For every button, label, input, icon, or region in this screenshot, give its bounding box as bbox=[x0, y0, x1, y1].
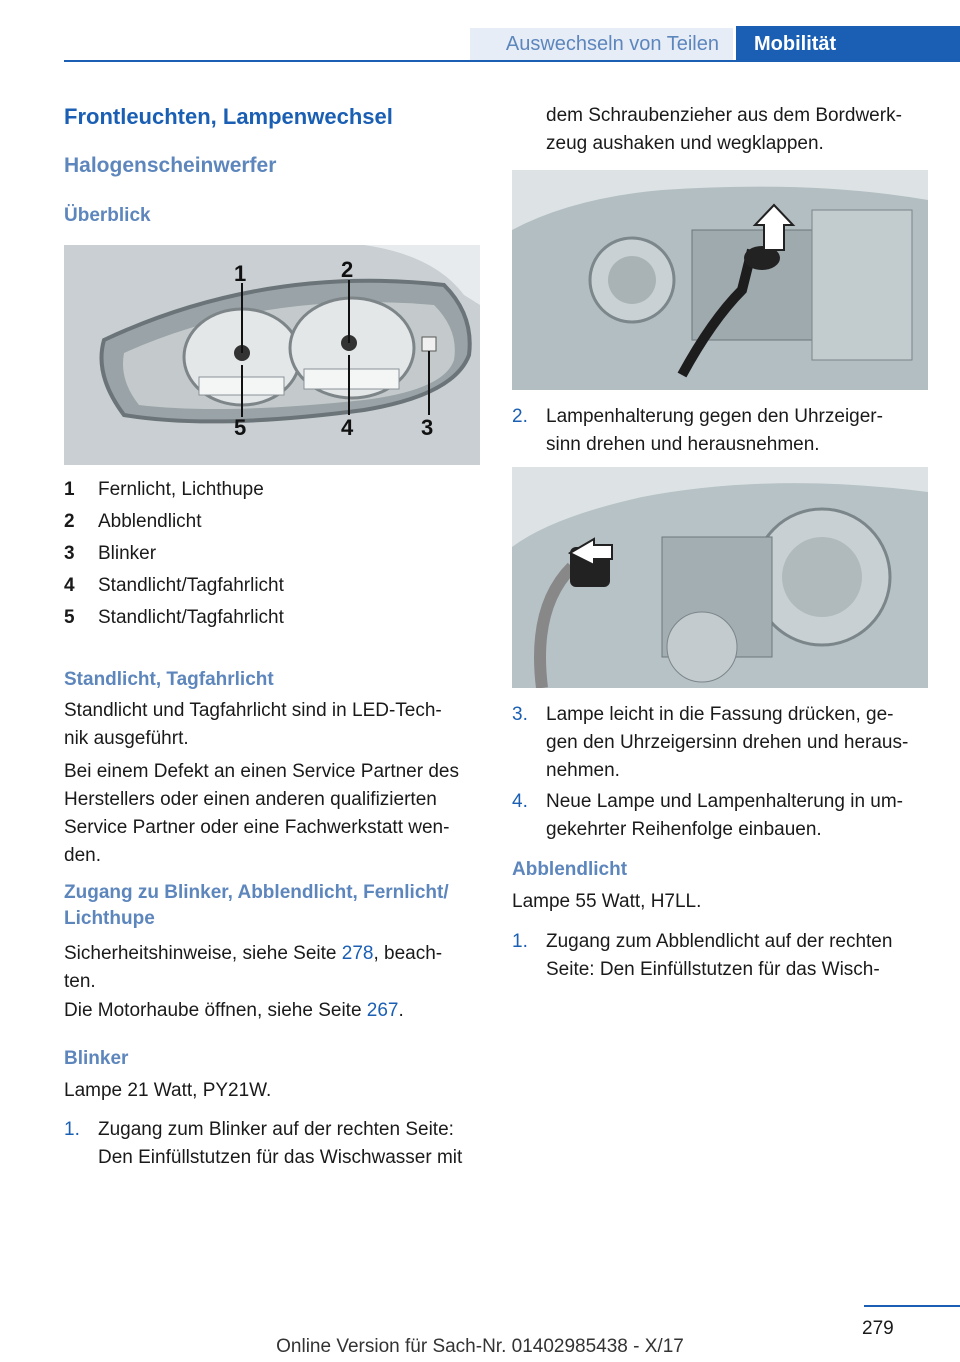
legend-num: 4 bbox=[64, 575, 75, 596]
callout-3: 3 bbox=[421, 415, 434, 440]
step-line: nehmen. bbox=[546, 760, 620, 781]
paragraph-line: Service Partner oder eine Fachwerkstatt wen‐ bbox=[64, 817, 450, 838]
paragraph-line: den. bbox=[64, 845, 101, 866]
legend-num: 3 bbox=[64, 543, 75, 564]
section-title: Frontleuchten, Lampenwechsel bbox=[64, 104, 393, 129]
step-line: dem Schraubenzieher aus dem Bordwerk‐ bbox=[546, 105, 902, 126]
footer-rule bbox=[864, 1305, 960, 1307]
safety-text: Sicherheitshinweise, siehe Seite bbox=[64, 943, 342, 964]
legend-text: Standlicht/Tagfahrlicht bbox=[98, 575, 284, 596]
step-line: Zugang zum Abblendlicht auf der rechten bbox=[546, 931, 893, 952]
page-link-267[interactable]: 267 bbox=[366, 1000, 399, 1021]
paragraph-line: nik ausgeführt. bbox=[64, 728, 189, 749]
page-number: 279 bbox=[862, 1318, 894, 1339]
step-line: Seite: Den Einfüllstutzen für das Wisch‐ bbox=[546, 959, 880, 980]
subsection-title: Halogenscheinwerfer bbox=[64, 154, 277, 177]
engine-bay-photo-2 bbox=[512, 467, 928, 688]
step-number: 4. bbox=[512, 791, 528, 812]
legend-text: Fernlicht, Lichthupe bbox=[98, 479, 264, 500]
step-line: Den Einfüllstutzen für das Wischwasser mit bbox=[98, 1147, 463, 1168]
abblendlicht-heading: Abblendlicht bbox=[512, 859, 628, 880]
engine-bay-photo-1 bbox=[512, 170, 928, 390]
step-line: zeug aushaken und wegklappen. bbox=[546, 133, 824, 154]
zugang-heading-line: Lichthupe bbox=[64, 908, 155, 929]
step-line: gen den Uhrzeigersinn drehen und heraus‐ bbox=[546, 732, 909, 753]
paragraph-line: Standlicht und Tagfahrlicht sind in LED-Tech‐ bbox=[64, 700, 442, 721]
step-line: Lampe leicht in die Fassung drücken, ge‐ bbox=[546, 704, 894, 725]
callout-1: 1 bbox=[234, 261, 247, 286]
page-link-278[interactable]: 278 bbox=[341, 943, 374, 964]
paragraph-line: Herstellers oder einen anderen qualifizierten bbox=[64, 789, 437, 810]
headlight-illustration bbox=[64, 245, 480, 465]
step-line: Zugang zum Blinker auf der rechten Seite: bbox=[98, 1119, 454, 1140]
hood-text: Die Motorhaube öffnen, siehe Seite bbox=[64, 1000, 367, 1021]
hood-line bbox=[64, 997, 404, 1025]
header-section: Auswechseln von Teilen bbox=[470, 28, 733, 60]
step-line: Neue Lampe und Lampenhalterung in um‐ bbox=[546, 791, 904, 812]
step-number: 3. bbox=[512, 704, 528, 725]
legend-text: Abblendlicht bbox=[98, 511, 202, 532]
step-number: 1. bbox=[64, 1119, 80, 1140]
hood-text-end: . bbox=[398, 1000, 404, 1021]
overview-heading: Überblick bbox=[64, 205, 151, 226]
legend-text: Standlicht/Tagfahrlicht bbox=[98, 607, 284, 628]
online-version: Online Version für Sach-Nr. 01402985438 - X/17 bbox=[276, 1336, 684, 1357]
blinker-lamp: Lampe 21 Watt, PY21W. bbox=[64, 1080, 272, 1101]
step-number: 2. bbox=[512, 406, 528, 427]
safety-text-end: , beach‐ bbox=[373, 943, 443, 964]
zugang-heading-line: Zugang zu Blinker, Abblendlicht, Fernlicht/ bbox=[64, 882, 449, 903]
step-line: sinn drehen und herausnehmen. bbox=[546, 434, 820, 455]
legend-num: 2 bbox=[64, 511, 75, 532]
legend-num: 1 bbox=[64, 479, 75, 500]
safety-line-2: ten. bbox=[64, 971, 96, 992]
paragraph-line: Bei einem Defekt an einen Service Partner des bbox=[64, 761, 459, 782]
callout-4: 4 bbox=[341, 415, 354, 440]
abblendlicht-lamp: Lampe 55 Watt, H7LL. bbox=[512, 891, 702, 912]
blinker-heading: Blinker bbox=[64, 1048, 129, 1069]
standlicht-heading: Standlicht, Tagfahrlicht bbox=[64, 669, 274, 690]
step-number: 1. bbox=[512, 931, 528, 952]
callout-2: 2 bbox=[341, 257, 354, 282]
callout-5: 5 bbox=[234, 415, 247, 440]
step-line: Lampenhalterung gegen den Uhrzeiger‐ bbox=[546, 406, 883, 427]
step-line: gekehrter Reihenfolge einbauen. bbox=[546, 819, 822, 840]
safety-line bbox=[64, 940, 442, 968]
header-chapter: Mobilität bbox=[736, 26, 960, 62]
legend-text: Blinker bbox=[98, 543, 157, 564]
legend-num: 5 bbox=[64, 607, 75, 628]
